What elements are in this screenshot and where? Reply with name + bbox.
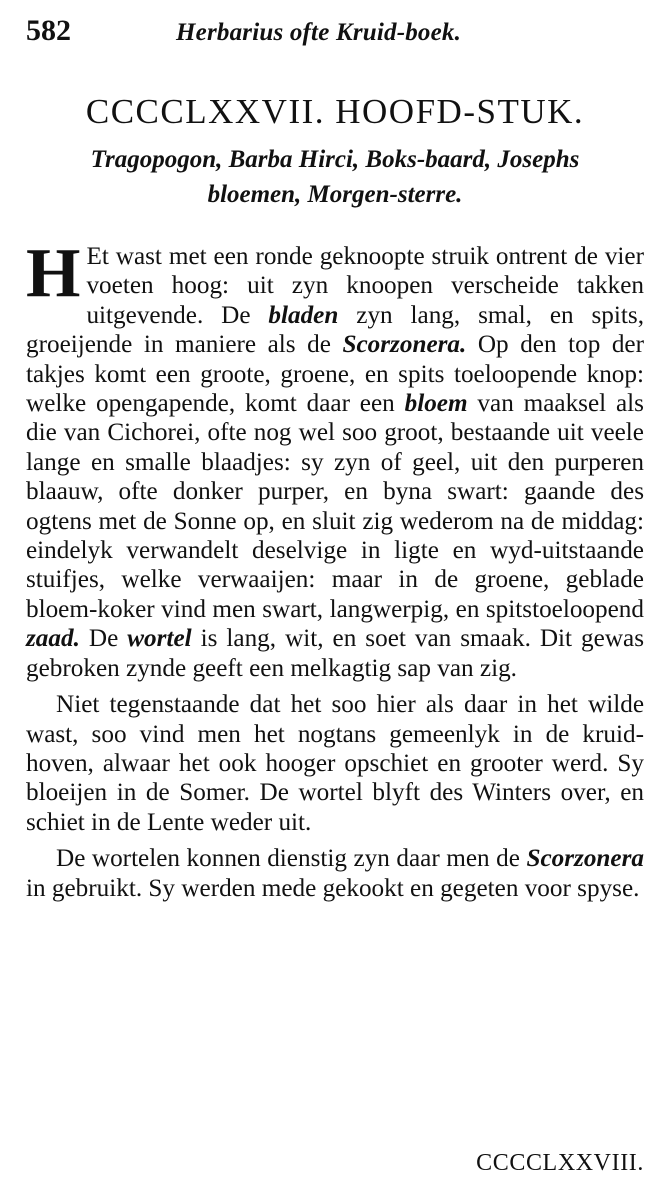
running-head bbox=[26, 14, 644, 54]
term-zaad: zaad. bbox=[26, 625, 80, 653]
chapter-heading: CCCCLXXVII. HOOFD-STUK. bbox=[85, 92, 585, 131]
catchword: CCCCLXXVIII. bbox=[476, 1150, 644, 1176]
paragraph-use bbox=[26, 844, 644, 903]
drop-cap: H bbox=[26, 235, 81, 312]
p3-text-2: in gebruikt. Sy werden mede gekookt en gegeten voor spyse. bbox=[26, 874, 640, 902]
term-scorzonera: Scorzonera. bbox=[342, 331, 467, 359]
term-bladen: bladen bbox=[268, 301, 339, 329]
p3-text-1: De wortelen konnen dienstig zyn daar men de bbox=[56, 845, 527, 873]
subtitle-line-1: Tragopogon, Barba Hirci, Boks-baard, Josephs bbox=[90, 146, 580, 173]
page-number: 582 bbox=[26, 14, 71, 47]
p1-text-6: is lang, wit, en soet van smaak. Dit gewas gebroken zynde geeft een melkagtig sap van zig. bbox=[26, 625, 644, 682]
paragraph-habitat: Niet tegenstaande dat het soo hier als daar in het wilde wast, soo vind men het nogtans gemeenlyk in de kruid-hoven, alwaar het ook hooger opschiet en grooter werd. Sy bloeijen in de Somer. De wortel blyft des Winters over, en schiet in de Lente weder uit. bbox=[26, 691, 644, 836]
term-bloem: bloem bbox=[404, 390, 468, 418]
p1-text-5: De bbox=[79, 625, 128, 653]
p1-text-4: van maaksel als die van Cichorei, ofte nog wel soo groot, bestaande uit veele lange en smalle blaadjes: sy zyn of geel, uit den purperen blaauw, ofte donker purper, en byna swart: gaande des ogtens met de Sonne op, en sluit zig wederom na de middag: eindelyk verwandelt deselvige in ligte en wyd-uitstaande stuifjes, welke verwaaijen: maar in de groene, geblade bloem-koker vind men swart, langwerpig, en spitstoeloopend bbox=[26, 390, 644, 623]
subtitle-line-2: bloemen, Morgen-sterre. bbox=[207, 181, 463, 208]
p1-text-2: zyn lang, smal, en spits, groeijende in maniere als de bbox=[26, 301, 644, 359]
p1-text-1: Et wast met een ronde geknoopte struik ontrent de vier voeten hoog: uit zyn knoopen verscheide takken uitgevende. De bbox=[86, 243, 644, 329]
body-text bbox=[26, 235, 644, 903]
running-title: Herbarius ofte Kruid-boek. bbox=[176, 19, 462, 46]
chapter-subtitle bbox=[26, 142, 644, 212]
term-scorzonera-2: Scorzonera bbox=[526, 845, 644, 873]
paragraph-description bbox=[26, 235, 644, 683]
p1-text-3: Op den top der takjes komt een groote, groene, en spits toeloopende knop: welke opengapende, komt daar een bbox=[26, 331, 644, 418]
term-wortel: wortel bbox=[127, 625, 192, 653]
